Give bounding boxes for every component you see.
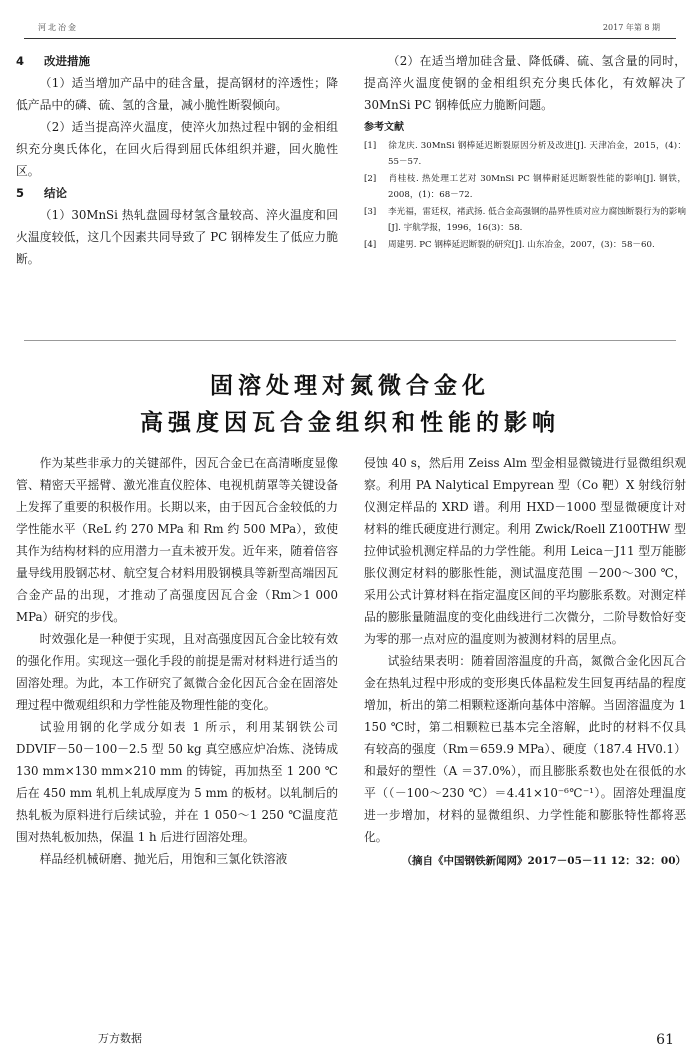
paragraph: 时效强化是一种便于实现，且对高强度因瓦合金比较有效的强化作用。实现这一强化手段的前提是需对材料进行适当的固溶处理。为此，本工作研究了氮微合金化因瓦合金在固溶处理过程中微观组织和力学性能及物理性能的变化。 xyxy=(16,632,338,712)
section-4-heading xyxy=(16,50,338,72)
article-title-line-1: 固溶处理对氮微合金化 xyxy=(210,373,490,399)
reference-list xyxy=(364,138,686,253)
section-5-heading xyxy=(16,182,338,204)
reference-number: [4] xyxy=(364,240,377,250)
page-number: 61 xyxy=(656,1032,674,1048)
article-right-column xyxy=(364,452,686,872)
top-left-column xyxy=(16,50,338,270)
article-title-line-2: 高强度因瓦合金组织和性能的影响 xyxy=(140,410,560,436)
reference-text: 肖桂枝. 热处理工艺对 30MnSi PC 钢棒耐延迟断裂性能的影响[J]. 钢铁，2008，(1)：68－72. xyxy=(388,174,686,200)
reference-text: 徐龙庆. 30MnSi 钢棒延迟断裂原因分析及改进[J]. 天津冶金，2015，(4)：55－57. xyxy=(388,141,686,167)
header-rule xyxy=(24,38,676,39)
reference-text: 李光福，雷廷权，褚武扬. 低合金高强钢的晶界性质对应力腐蚀断裂行为的影响[J]. 宇航学报，1996，16(3)：58. xyxy=(388,207,686,233)
references-title: 参考文献 xyxy=(364,122,404,133)
issue-label: 2017 年第 8 期 xyxy=(602,23,660,32)
reference-item xyxy=(364,138,686,170)
reference-text: 周建男. PC 钢棒延迟断裂的研究[J]. 山东冶金，2007，(3)：58－60. xyxy=(388,240,655,250)
reference-number: [2] xyxy=(364,174,377,184)
paragraph: 试验用钢的化学成分如表 1 所示，利用某钢铁公司 DDVIF－50－100－2.5 型 50 kg 真空感应炉冶炼、浇铸成 130 mm×130 mm×210 mm 的铸锭，再加热至 1 200 ℃后在 450 mm 轧机上轧成厚度为 5 mm 的板材。以轧制后的热轧板为原料进行后续试验，并在 1 050～1 250 ℃温度范围对热轧板加热，保温 1 h 后进行固溶处理。 xyxy=(16,720,338,844)
running-header xyxy=(24,20,676,36)
paragraph: 侵蚀 40 s，然后用 Zeiss Alm 型金相显微镜进行显微组织观察。利用 PA Nalytical Empyrean 型（Co 靶）X 射线衍射仪测定样品的 XRD 谱。利用 HXD－1000 型显微硬度计对材料的维氏硬度进行测定。利用 Zwick/Roell Z100THW 型拉伸试验机测定样品的力学性能。利用 Leica－J11 型万能膨胀仪测定材料的膨胀性能，测试温度范围 －200～300 ℃，采用公式计算材料在指定温度区间的平均膨胀系数。对测定样品的膨胀量随温度的变化曲线进行二次微分，二阶导数恰好变为零的那一点对应的温度则为被测材料的居里点。 xyxy=(364,456,686,646)
publisher-watermark: 万方数据 xyxy=(98,1032,142,1045)
paragraph: （2）在适当增加硅含量、降低磷、硫、氢含量的同时，提高淬火温度使钢的金相组织充分奥氏体化，有效解决了 30MnSi PC 钢棒低应力脆断问题。 xyxy=(364,54,686,112)
section-number: 5 xyxy=(16,186,25,200)
section-divider xyxy=(24,340,676,341)
reference-item xyxy=(364,204,686,236)
journal-name: 河北冶金 xyxy=(38,23,78,32)
source-citation: （摘自《中国钢铁新闻网》2017－05－11 12：32：00） xyxy=(401,855,686,867)
reference-number: [3] xyxy=(364,207,377,217)
paragraph: 样品经机械研磨、抛光后，用饱和三氯化铁溶液 xyxy=(39,852,288,866)
section-number: 4 xyxy=(16,54,25,68)
section-title: 结论 xyxy=(44,186,67,200)
paragraph: 试验结果表明：随着固溶温度的升高，氮微合金化因瓦合金在热轧过程中形成的变形奥氏体晶粒发生回复再结晶的程度增加，析出的第二相颗粒逐渐向基体中溶解。当固溶温度为 1 150 ℃时，第二相颗粒已基本完全溶解，此时的材料不仅具有较高的强度（Rm＝659.9 MPa）、硬度（187.4 HV0.1）和最好的塑性（A ＝37.0%），而且膨胀系数也处在很低的水平（（－100～230 ℃）＝4.41×10⁻⁶℃⁻¹）。固溶处理温度进一步增加，材料的显微组织、力学性能和膨胀特性都将恶化。 xyxy=(364,654,686,844)
paragraph: （2）适当提高淬火温度，使淬火加热过程中钢的金相组织充分奥氏体化，在回火后得到屈氏体组织并避，回火脆性区。 xyxy=(16,120,338,178)
reference-item xyxy=(364,237,686,253)
article-left-column xyxy=(16,452,338,870)
reference-item xyxy=(364,171,686,203)
paragraph: （1）适当增加产品中的硅含量，提高钢材的淬透性；降低产品中的磷、硫、氢的含量，减小脆性断裂倾向。 xyxy=(16,76,338,112)
section-title: 改进措施 xyxy=(44,54,90,68)
top-right-column xyxy=(364,50,686,254)
reference-number: [1] xyxy=(364,141,377,151)
paragraph: 作为某些非承力的关键部件，因瓦合金已在高清晰度显像管、精密天平摇臂、激光准直仪腔体、电视机荫罩等关键设备上发挥了重要的积极作用。长期以来，由于因瓦合金较低的力学性能水平（ReL 约 270 MPa 和 Rm 约 500 MPa），致使其作为结构材料的应用潜力一直未被开发。近年来，随着倍容量导线用股钢芯材、航空复合材料用股钢模具等新型高端因瓦合金产品的出现，才推动了高强度因瓦合金（Rm＞1 000 MPa）研究的步伐。 xyxy=(16,456,338,624)
paragraph: （1）30MnSi 热轧盘圆母材氢含量较高、淬火温度和回火温度较低，这几个因素共同导致了 PC 钢棒发生了低应力脆断。 xyxy=(16,208,338,266)
